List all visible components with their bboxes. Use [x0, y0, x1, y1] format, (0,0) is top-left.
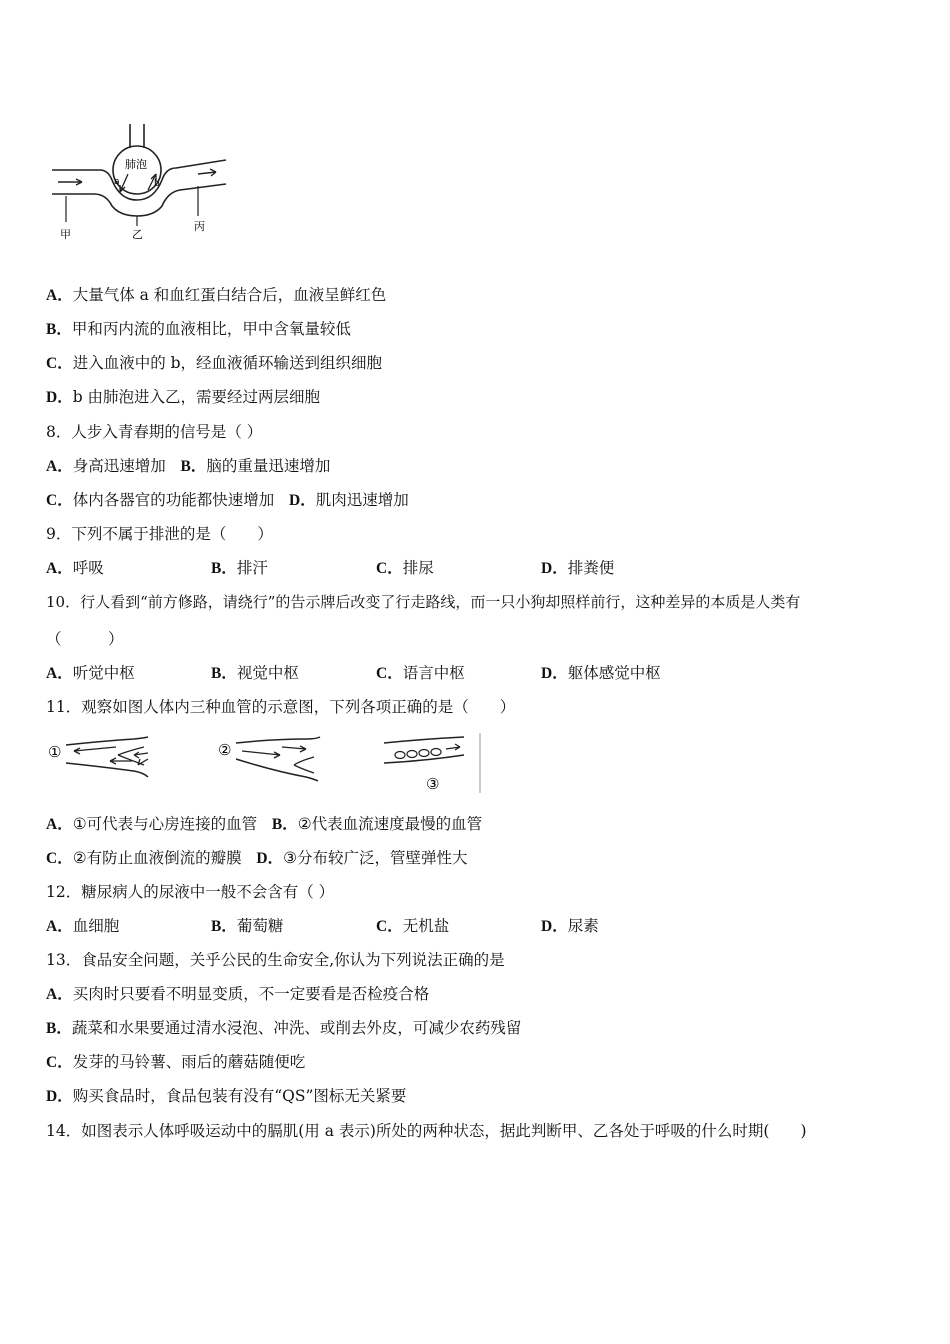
q8-options-row1: A．身高迅速增加 B．脑的重量迅速增加 [46, 457, 331, 475]
label-bing: 丙 [194, 220, 205, 233]
vessel-2-vein [218, 737, 320, 781]
vessel-3-label: ③ [426, 775, 440, 793]
q13-option-a: A．买肉时只要看不明显变质，不一定要看是否检疫合格 [46, 985, 430, 1003]
q10-option-a: A．听觉中枢 [46, 664, 135, 682]
q14-stem: 14．如图表示人体呼吸运动中的膈肌(用 a 表示)所处的两种状态，据此判断甲、乙各处于呼吸的什么时期( ) [46, 1122, 807, 1140]
q13-option-b: B．蔬菜和水果要通过清水浸泡、冲洗、或削去外皮，可减少农药残留 [46, 1019, 522, 1037]
label-jia: 甲 [60, 228, 71, 241]
q9-option-d: D．排粪便 [541, 559, 615, 577]
q7-option-b: B．甲和丙内流的血液相比，甲中含氧量较低 [46, 320, 351, 338]
q8-options-row2: C．体内各器官的功能都快速增加 D．肌肉迅速增加 [46, 491, 409, 509]
q9-stem: 9．下列不属于排泄的是（ ） [46, 525, 273, 543]
q10-option-d: D．躯体感觉中枢 [541, 664, 661, 682]
q13-option-d: D．购买食品时，食品包装有没有“QS”图标无关紧要 [46, 1087, 407, 1105]
label-yi: 乙 [132, 228, 143, 241]
vessel-1-label: ① [48, 743, 62, 761]
q9-option-c: C．排尿 [376, 559, 434, 577]
q10-stem-cont: （ ） [46, 630, 124, 648]
alveolus-capillary-figure [48, 124, 233, 242]
q9-option-b: B．排汗 [211, 559, 268, 577]
blood-vessel-figure [44, 731, 484, 795]
q10-options [46, 663, 706, 684]
q11-stem: 11．观察如图人体内三种血管的示意图，下列各项正确的是（ ） [46, 698, 516, 716]
q9-options [46, 558, 706, 579]
q9-option-a: A．呼吸 [46, 559, 104, 577]
q12-option-d: D．尿素 [541, 917, 599, 935]
q8-stem: 8．人步入青春期的信号是（ ） [46, 423, 263, 441]
q13-stem: 13．食品安全问题，关乎公民的生命安全,你认为下列说法正确的是 [46, 951, 505, 969]
q10-stem: 10．行人看到“前方修路，请绕行”的告示牌后改变了行走路线，而一只小狗却照样前行，这种差异的本质是人类有 [46, 593, 801, 611]
q10-option-c: C．语言中枢 [376, 664, 465, 682]
q12-option-a: A．血细胞 [46, 917, 120, 935]
alveolus-label: 肺泡 [125, 158, 147, 171]
gas-b-label: b [154, 179, 160, 189]
q11-options-row2: C．②有防止血液倒流的瓣膜 D．③分布较广泛，管壁弹性大 [46, 849, 468, 867]
q7-option-c: C．进入血液中的 b，经血液循环输送到组织细胞 [46, 354, 383, 372]
q12-option-c: C．无机盐 [376, 917, 450, 935]
q11-options-row1: A．①可代表与心房连接的血管 B．②代表血流速度最慢的血管 [46, 815, 483, 833]
q13-option-c: C．发芽的马铃薯、雨后的蘑菇随便吃 [46, 1053, 306, 1071]
vessel-1-artery [48, 737, 148, 777]
gas-a-label: a [114, 177, 120, 187]
q12-stem: 12．糖尿病人的尿液中一般不会含有（ ） [46, 883, 335, 901]
vessel-2-label: ② [218, 741, 232, 759]
q7-option-a: A．大量气体 a 和血红蛋白结合后，血液呈鲜红色 [46, 286, 387, 304]
q12-options [46, 916, 706, 937]
q12-option-b: B．葡萄糖 [211, 917, 284, 935]
q10-option-b: B．视觉中枢 [211, 664, 299, 682]
vessel-3-capillary [384, 737, 464, 793]
q7-option-d: D．b 由肺泡进入乙，需要经过两层细胞 [46, 388, 321, 406]
